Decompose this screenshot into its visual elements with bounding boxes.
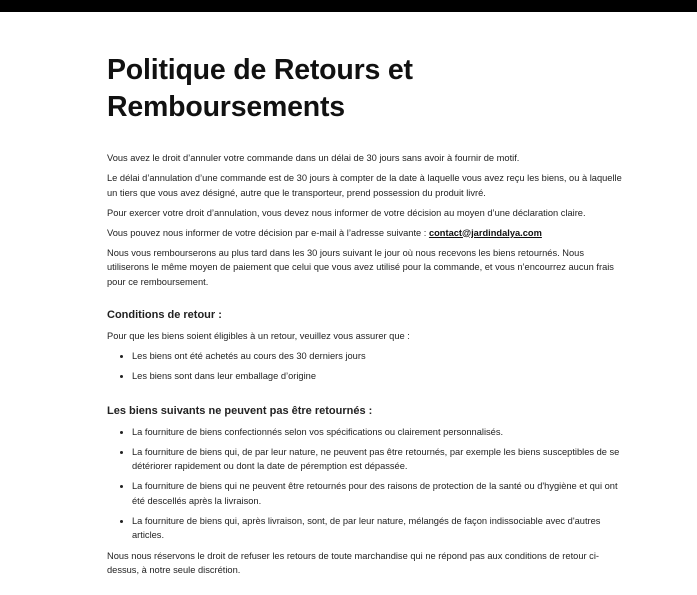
list-item: • La fourniture de biens qui, de par leur nature, ne peuvent pas être retournés, par exemple les biens susceptibles de se détériorer rapidement ou dont la date de péremption est dépassée.	[132, 445, 622, 474]
conditions-intro: Pour que les biens soient éligibles à un retour, veuillez vous assurer que :	[107, 331, 410, 341]
paragraph: Pour exercer votre droit d’annulation, vous devez nous informer de votre décision au moyen d’une déclaration claire.	[107, 207, 586, 218]
list-item: • La fourniture de biens qui ne peuvent être retournés pour des raisons de protection de la santé ou d'hygiène et qui ont été descellés après la livraison.	[132, 479, 622, 508]
list-item: • Les biens sont dans leur emballage d’origine	[132, 369, 622, 384]
top-bar	[0, 0, 697, 12]
contact-text: Vous pouvez nous informer de votre décision par e-mail à l’adresse suivante :	[107, 227, 429, 238]
contact-paragraph	[107, 226, 622, 241]
page-title: Politique de Retours et Remboursements	[107, 54, 413, 123]
list-item: • La fourniture de biens confectionnés selon vos spécifications ou clairement personnalisés.	[132, 425, 622, 440]
contact-email-link[interactable]: contact@jardindalya.com	[428, 227, 542, 238]
conditions-heading: Conditions de retour :	[107, 309, 222, 321]
closing-paragraph: Nous nous réservons le droit de refuser les retours de toute marchandise qui ne répond pas aux conditions de retour ci-dessus, à notre seule discrétion.	[107, 550, 599, 575]
refund-paragraph: Nous vous rembourserons au plus tard dans les 30 jours suivant le jour où nous recevons les biens retournés. Nous utiliserons le même moyen de paiement que celui que vous avez utilisé pour la commande, et vous n’encourrez aucun frais pour ce remboursement.	[107, 247, 614, 287]
paragraph: Vous avez le droit d’annuler votre commande dans un délai de 30 jours sans avoir à fournir de motif.	[107, 153, 520, 163]
conditions-list	[107, 349, 622, 384]
exclusions-list	[107, 425, 622, 543]
exclusions-heading: Les biens suivants ne peuvent pas être retournés :	[107, 404, 373, 417]
list-item: • Les biens ont été achetés au cours des 30 derniers jours	[132, 349, 622, 364]
paragraph: Le délai d’annulation d’une commande est de 30 jours à compter de la date à laquelle vous avez reçu les biens, ou à laquelle un tiers que vous avez désigné, autre que le transporteur, prend possession du produit livré.	[107, 173, 622, 198]
list-item: • La fourniture de biens qui, après livraison, sont, de par leur nature, mélangés de façon indissociable avec d'autres articles.	[132, 514, 622, 543]
policy-content	[107, 52, 622, 583]
